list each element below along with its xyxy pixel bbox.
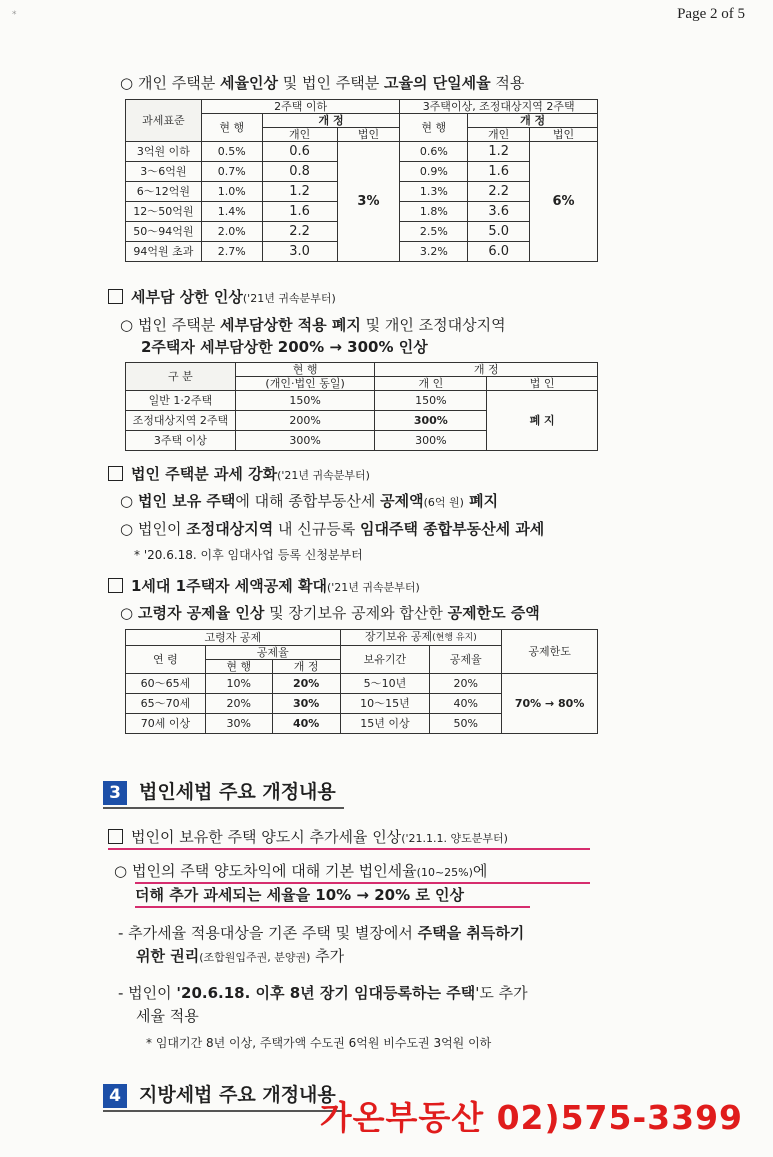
row-base: 50～94억원 bbox=[126, 222, 202, 242]
cell: 0.5% bbox=[201, 142, 262, 162]
col-rate: 공제율 bbox=[205, 646, 340, 660]
s5-title bbox=[108, 826, 508, 850]
col-age: 연 령 bbox=[126, 646, 206, 674]
page-number: Page 2 of 5 bbox=[677, 6, 745, 22]
s3-title-text: 법인 주택분 과세 강화 bbox=[131, 465, 278, 483]
cell: 20% bbox=[272, 674, 340, 694]
tax-credit-table bbox=[125, 629, 598, 734]
cell: 300% bbox=[375, 411, 487, 431]
s2-note: ('21년 귀속분부터) bbox=[242, 292, 336, 305]
s3-line1-e: 폐지 bbox=[463, 492, 499, 510]
cell: 1.4% bbox=[201, 202, 262, 222]
s2-line1 bbox=[120, 314, 506, 336]
bullet: ○ bbox=[120, 492, 134, 510]
s5-dash2-line2: 세율 적용 bbox=[136, 1007, 199, 1025]
cell: 300% bbox=[375, 431, 487, 451]
s3-line1-c: 공제액 bbox=[380, 492, 424, 510]
s5-line1 bbox=[114, 860, 487, 884]
s2-title bbox=[108, 286, 336, 310]
cell: 40% bbox=[430, 694, 502, 714]
individual-header: 개 인 bbox=[375, 377, 487, 391]
row-label: 일반 1·2주택 bbox=[126, 391, 236, 411]
s4-line1 bbox=[120, 602, 540, 624]
tax-rate-table bbox=[125, 99, 598, 262]
s1-line bbox=[120, 72, 524, 94]
cell: 2.2 bbox=[468, 182, 530, 202]
s2-line1-a: 법인 주택분 bbox=[138, 316, 220, 334]
grp-long-note: (현행 유지) bbox=[432, 633, 477, 643]
grp-long-text: 장기보유 공제 bbox=[364, 630, 433, 643]
col-rate2: 공제율 bbox=[430, 646, 502, 674]
highlight-underline bbox=[108, 848, 590, 850]
s5-dash1-line2 bbox=[136, 945, 344, 969]
s3-line2 bbox=[120, 518, 544, 540]
current-header: 현 행 bbox=[235, 363, 375, 377]
s2-title-text: 세부담 상한 인상 bbox=[131, 288, 243, 306]
s4-title bbox=[108, 575, 420, 599]
grp-elder: 고령자 공제 bbox=[126, 630, 341, 646]
corporate-header: 법인 bbox=[530, 128, 598, 142]
s5-dash1-c: 위한 권리 bbox=[136, 947, 200, 965]
s4-line1-b: 및 장기보유 공제와 합산한 bbox=[264, 604, 448, 622]
checkbox-square-icon bbox=[108, 466, 123, 481]
corner-mark: * bbox=[12, 10, 17, 20]
s5-line1-a: 법인의 주택 양도차익에 대해 기본 법인세율 bbox=[132, 862, 417, 880]
cell: 1.6 bbox=[468, 162, 530, 182]
s3-title bbox=[108, 463, 370, 487]
tax-cap-table bbox=[125, 362, 598, 451]
bullet: ○ bbox=[120, 316, 134, 334]
s3-line2-c: 내 신규등록 bbox=[273, 520, 360, 538]
s1-text-a: 개인 주택분 bbox=[138, 74, 220, 92]
s1-text-e: 적용 bbox=[490, 74, 525, 92]
cell: 2.0% bbox=[201, 222, 262, 242]
row-label: 3주택 이상 bbox=[126, 431, 236, 451]
s3-line2-a: 법인이 bbox=[138, 520, 187, 538]
cell: 1.8% bbox=[400, 202, 468, 222]
cell: 10～15년 bbox=[340, 694, 430, 714]
cell: 3.6 bbox=[468, 202, 530, 222]
cell: 150% bbox=[375, 391, 487, 411]
limit-value: 70% → 80% bbox=[502, 674, 598, 734]
bullet: ○ bbox=[120, 604, 134, 622]
cell: 1.2 bbox=[468, 142, 530, 162]
s1-text-d: 고율의 단일세율 bbox=[383, 74, 491, 92]
row-age: 60～65세 bbox=[126, 674, 206, 694]
cell: 1.0% bbox=[201, 182, 262, 202]
s3-line2-d: 임대주택 종합부동산세 과세 bbox=[359, 520, 545, 538]
cell: 1.3% bbox=[400, 182, 468, 202]
s1-text-b: 세율인상 bbox=[220, 74, 278, 92]
s3-line2-b: 조정대상지역 bbox=[186, 520, 274, 538]
grp1-header: 2주택 이하 bbox=[201, 100, 400, 114]
section-3-heading bbox=[103, 775, 344, 809]
cell: 0.8 bbox=[262, 162, 337, 182]
s5-dash1-d: (조합원입주권, 분양권) bbox=[199, 951, 311, 964]
cell: 5～10년 bbox=[340, 674, 430, 694]
current-header: 현 행 bbox=[400, 114, 468, 142]
section-title: 법인세법 주요 개정내용 bbox=[139, 781, 336, 803]
s2-line2: 2주택자 세부담상한 200% → 300% 인상 bbox=[141, 338, 428, 356]
s4-note: ('21년 귀속분부터) bbox=[326, 581, 420, 594]
cell: 300% bbox=[235, 431, 375, 451]
corporate-header: 법 인 bbox=[487, 377, 598, 391]
cell: 1.6 bbox=[262, 202, 337, 222]
cell: 40% bbox=[272, 714, 340, 734]
row-age: 65～70세 bbox=[126, 694, 206, 714]
grp2-header: 3주택이상, 조정대상지역 2주택 bbox=[400, 100, 598, 114]
highlight-underline bbox=[135, 906, 530, 908]
s4-line1-a: 고령자 공제율 인상 bbox=[138, 604, 265, 622]
corp-rate-2: 6% bbox=[530, 142, 598, 262]
checkbox-square-icon bbox=[108, 289, 123, 304]
cell: 3.2% bbox=[400, 242, 468, 262]
cell: 15년 이상 bbox=[340, 714, 430, 734]
s5-dash2-a: - 법인이 bbox=[118, 984, 177, 1002]
s4-title-text: 1세대 1주택자 세액공제 확대 bbox=[131, 577, 327, 595]
section-title: 지방세법 주요 개정내용 bbox=[139, 1084, 336, 1106]
cell: 150% bbox=[235, 391, 375, 411]
revised-header: 개 정 bbox=[375, 363, 598, 377]
cell: 20% bbox=[205, 694, 272, 714]
s3-line1-b: 에 대해 종합부동산세 bbox=[235, 492, 381, 510]
row-label: 조정대상지역 2주택 bbox=[126, 411, 236, 431]
s4-line1-c: 공제한도 증액 bbox=[447, 604, 540, 622]
section-number: 3 bbox=[103, 781, 127, 805]
bullet: ○ bbox=[120, 74, 134, 92]
bullet: ○ bbox=[114, 862, 128, 880]
checkbox-square-icon bbox=[108, 829, 123, 844]
s5-dash1-e: 추가 bbox=[310, 947, 345, 965]
cell: 2.2 bbox=[262, 222, 337, 242]
abolish-cell: 폐 지 bbox=[487, 391, 598, 451]
s5-dash2-line1 bbox=[118, 982, 528, 1004]
col-period: 보유기간 bbox=[340, 646, 430, 674]
s2-line1-c: 및 개인 조정대상지역 bbox=[360, 316, 506, 334]
grp-long bbox=[340, 630, 502, 646]
cell: 3.0 bbox=[262, 242, 337, 262]
current-header: 현 행 bbox=[201, 114, 262, 142]
individual-header: 개인 bbox=[262, 128, 337, 142]
row-base: 12～50억원 bbox=[126, 202, 202, 222]
cell: 6.0 bbox=[468, 242, 530, 262]
individual-header: 개인 bbox=[468, 128, 530, 142]
col-gubun: 구 분 bbox=[126, 363, 236, 391]
revised-header: 개 정 bbox=[468, 114, 598, 128]
cell: 0.9% bbox=[400, 162, 468, 182]
corp-rate-1: 3% bbox=[337, 142, 400, 262]
cell: 200% bbox=[235, 411, 375, 431]
cell: 0.6% bbox=[400, 142, 468, 162]
cell: 2.7% bbox=[201, 242, 262, 262]
s3-line1-a: 법인 보유 주택 bbox=[138, 492, 236, 510]
s5-dash1-line1 bbox=[118, 922, 524, 944]
corporate-header: 법인 bbox=[337, 128, 400, 142]
cell: 30% bbox=[205, 714, 272, 734]
s3-note: ('21년 귀속분부터) bbox=[277, 469, 370, 482]
s1-text-c: 및 법인 주택분 bbox=[277, 74, 384, 92]
s5-footnote: * 임대기간 8년 이상, 주택가액 수도권 6억원 비수도권 3억원 이하 bbox=[146, 1036, 492, 1050]
checkbox-square-icon bbox=[108, 578, 123, 593]
s5-line1-b: (10~25%) bbox=[416, 866, 473, 879]
row-base: 3～6억원 bbox=[126, 162, 202, 182]
current-header: 현 행 bbox=[205, 660, 272, 674]
revised-header: 개 정 bbox=[272, 660, 340, 674]
s5-title-b: ('21.1.1. 양도분부터) bbox=[401, 832, 508, 845]
s5-dash1-a: - 추가세율 적용대상을 기존 주택 및 별장에서 bbox=[118, 924, 418, 942]
s3-line1 bbox=[120, 490, 498, 514]
cell: 1.2 bbox=[262, 182, 337, 202]
cell: 50% bbox=[430, 714, 502, 734]
s5-dash2-b: '20.6.18. 이후 8년 장기 임대등록하는 주택 bbox=[176, 984, 476, 1002]
cell: 2.5% bbox=[400, 222, 468, 242]
s5-title-a: 법인이 보유한 주택 양도시 추가세율 인상 bbox=[131, 828, 402, 846]
s3-line1-d: (6억 원) bbox=[423, 496, 464, 509]
cell: 0.6 bbox=[262, 142, 337, 162]
s5-line2: 더해 추가 과세되는 세율을 10% → 20% 로 인상 bbox=[135, 886, 465, 904]
s3-footnote: * '20.6.18. 이후 임대사업 등록 신청분부터 bbox=[134, 548, 363, 562]
current-sub: (개인·법인 동일) bbox=[235, 377, 375, 391]
row-base: 3억원 이하 bbox=[126, 142, 202, 162]
revised-header: 개 정 bbox=[262, 114, 400, 128]
row-age: 70세 이상 bbox=[126, 714, 206, 734]
col-base: 과세표준 bbox=[126, 100, 202, 142]
cell: 5.0 bbox=[468, 222, 530, 242]
bullet: ○ bbox=[120, 520, 134, 538]
s2-line1-b: 세부담상한 적용 폐지 bbox=[220, 316, 361, 334]
cell: 30% bbox=[272, 694, 340, 714]
row-base: 94억원 초과 bbox=[126, 242, 202, 262]
s5-line1-c: 에 bbox=[472, 862, 488, 880]
s5-dash2-c: '도 추가 bbox=[475, 984, 528, 1002]
section-number: 4 bbox=[103, 1084, 127, 1108]
cell: 20% bbox=[430, 674, 502, 694]
row-base: 6～12억원 bbox=[126, 182, 202, 202]
col-limit: 공제한도 bbox=[502, 630, 598, 674]
cell: 0.7% bbox=[201, 162, 262, 182]
s5-dash1-b: 주택을 취득하기 bbox=[417, 924, 525, 942]
cell: 10% bbox=[205, 674, 272, 694]
realtor-stamp: 가온부동산 02)575-3399 bbox=[319, 1098, 743, 1137]
section-4-heading bbox=[103, 1078, 344, 1112]
